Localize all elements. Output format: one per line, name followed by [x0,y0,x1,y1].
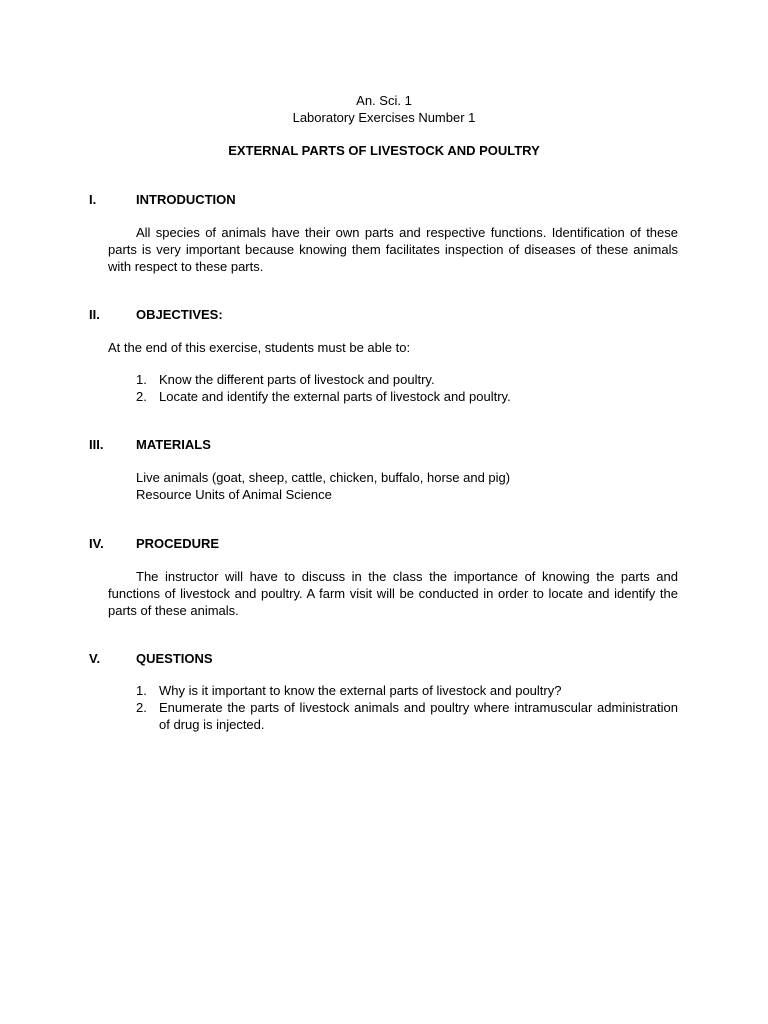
question-item-text: Why is it important to know the external parts of livestock and poultry? [159,683,562,698]
objective-item-text: Know the different parts of livestock and poultry. [159,372,435,387]
materials-line: Resource Units of Animal Science [136,487,332,502]
objective-item-number: 1. [136,372,147,387]
section-numeral-objectives: II. [89,307,100,322]
document-title: EXTERNAL PARTS OF LIVESTOCK AND POULTRY [228,143,540,158]
materials-line: Live animals (goat, sheep, cattle, chicken, buffalo, horse and pig) [136,470,511,485]
section-heading-objectives: OBJECTIVES: [136,307,223,322]
section-heading-introduction: INTRODUCTION [136,192,236,207]
section-numeral-introduction: I. [89,192,97,207]
objective-item-text: Locate and identify the external parts of livestock and poultry. [159,389,511,404]
question-item-number: 1. [136,683,147,698]
objectives-lead: At the end of this exercise, students must be able to: [108,340,411,355]
section-heading-materials: MATERIALS [136,437,211,452]
introduction-paragraph: All species of animals have their own parts and respective functions. Identification of these parts is very important because knowing them facilitates inspection of diseases of these animals with respect to these parts. [108,225,678,274]
section-numeral-materials: III. [89,437,104,452]
section-numeral-procedure: IV. [89,536,104,551]
question-item-number: 2. [136,700,147,715]
exercise-number: Laboratory Exercises Number 1 [292,110,476,125]
section-numeral-questions: V. [89,651,101,666]
procedure-paragraph: The instructor will have to discuss in the class the importance of knowing the parts and functions of livestock and poultry. A farm visit will be conducted in order to locate and identify the parts of these animals. [108,569,678,618]
section-heading-questions: QUESTIONS [136,651,213,666]
course-code: An. Sci. 1 [356,93,412,108]
objective-item-number: 2. [136,389,147,404]
question-item-text: Enumerate the parts of livestock animals and poultry where intramuscular administration of drug is injected. [159,700,678,732]
section-heading-procedure: PROCEDURE [136,536,220,551]
